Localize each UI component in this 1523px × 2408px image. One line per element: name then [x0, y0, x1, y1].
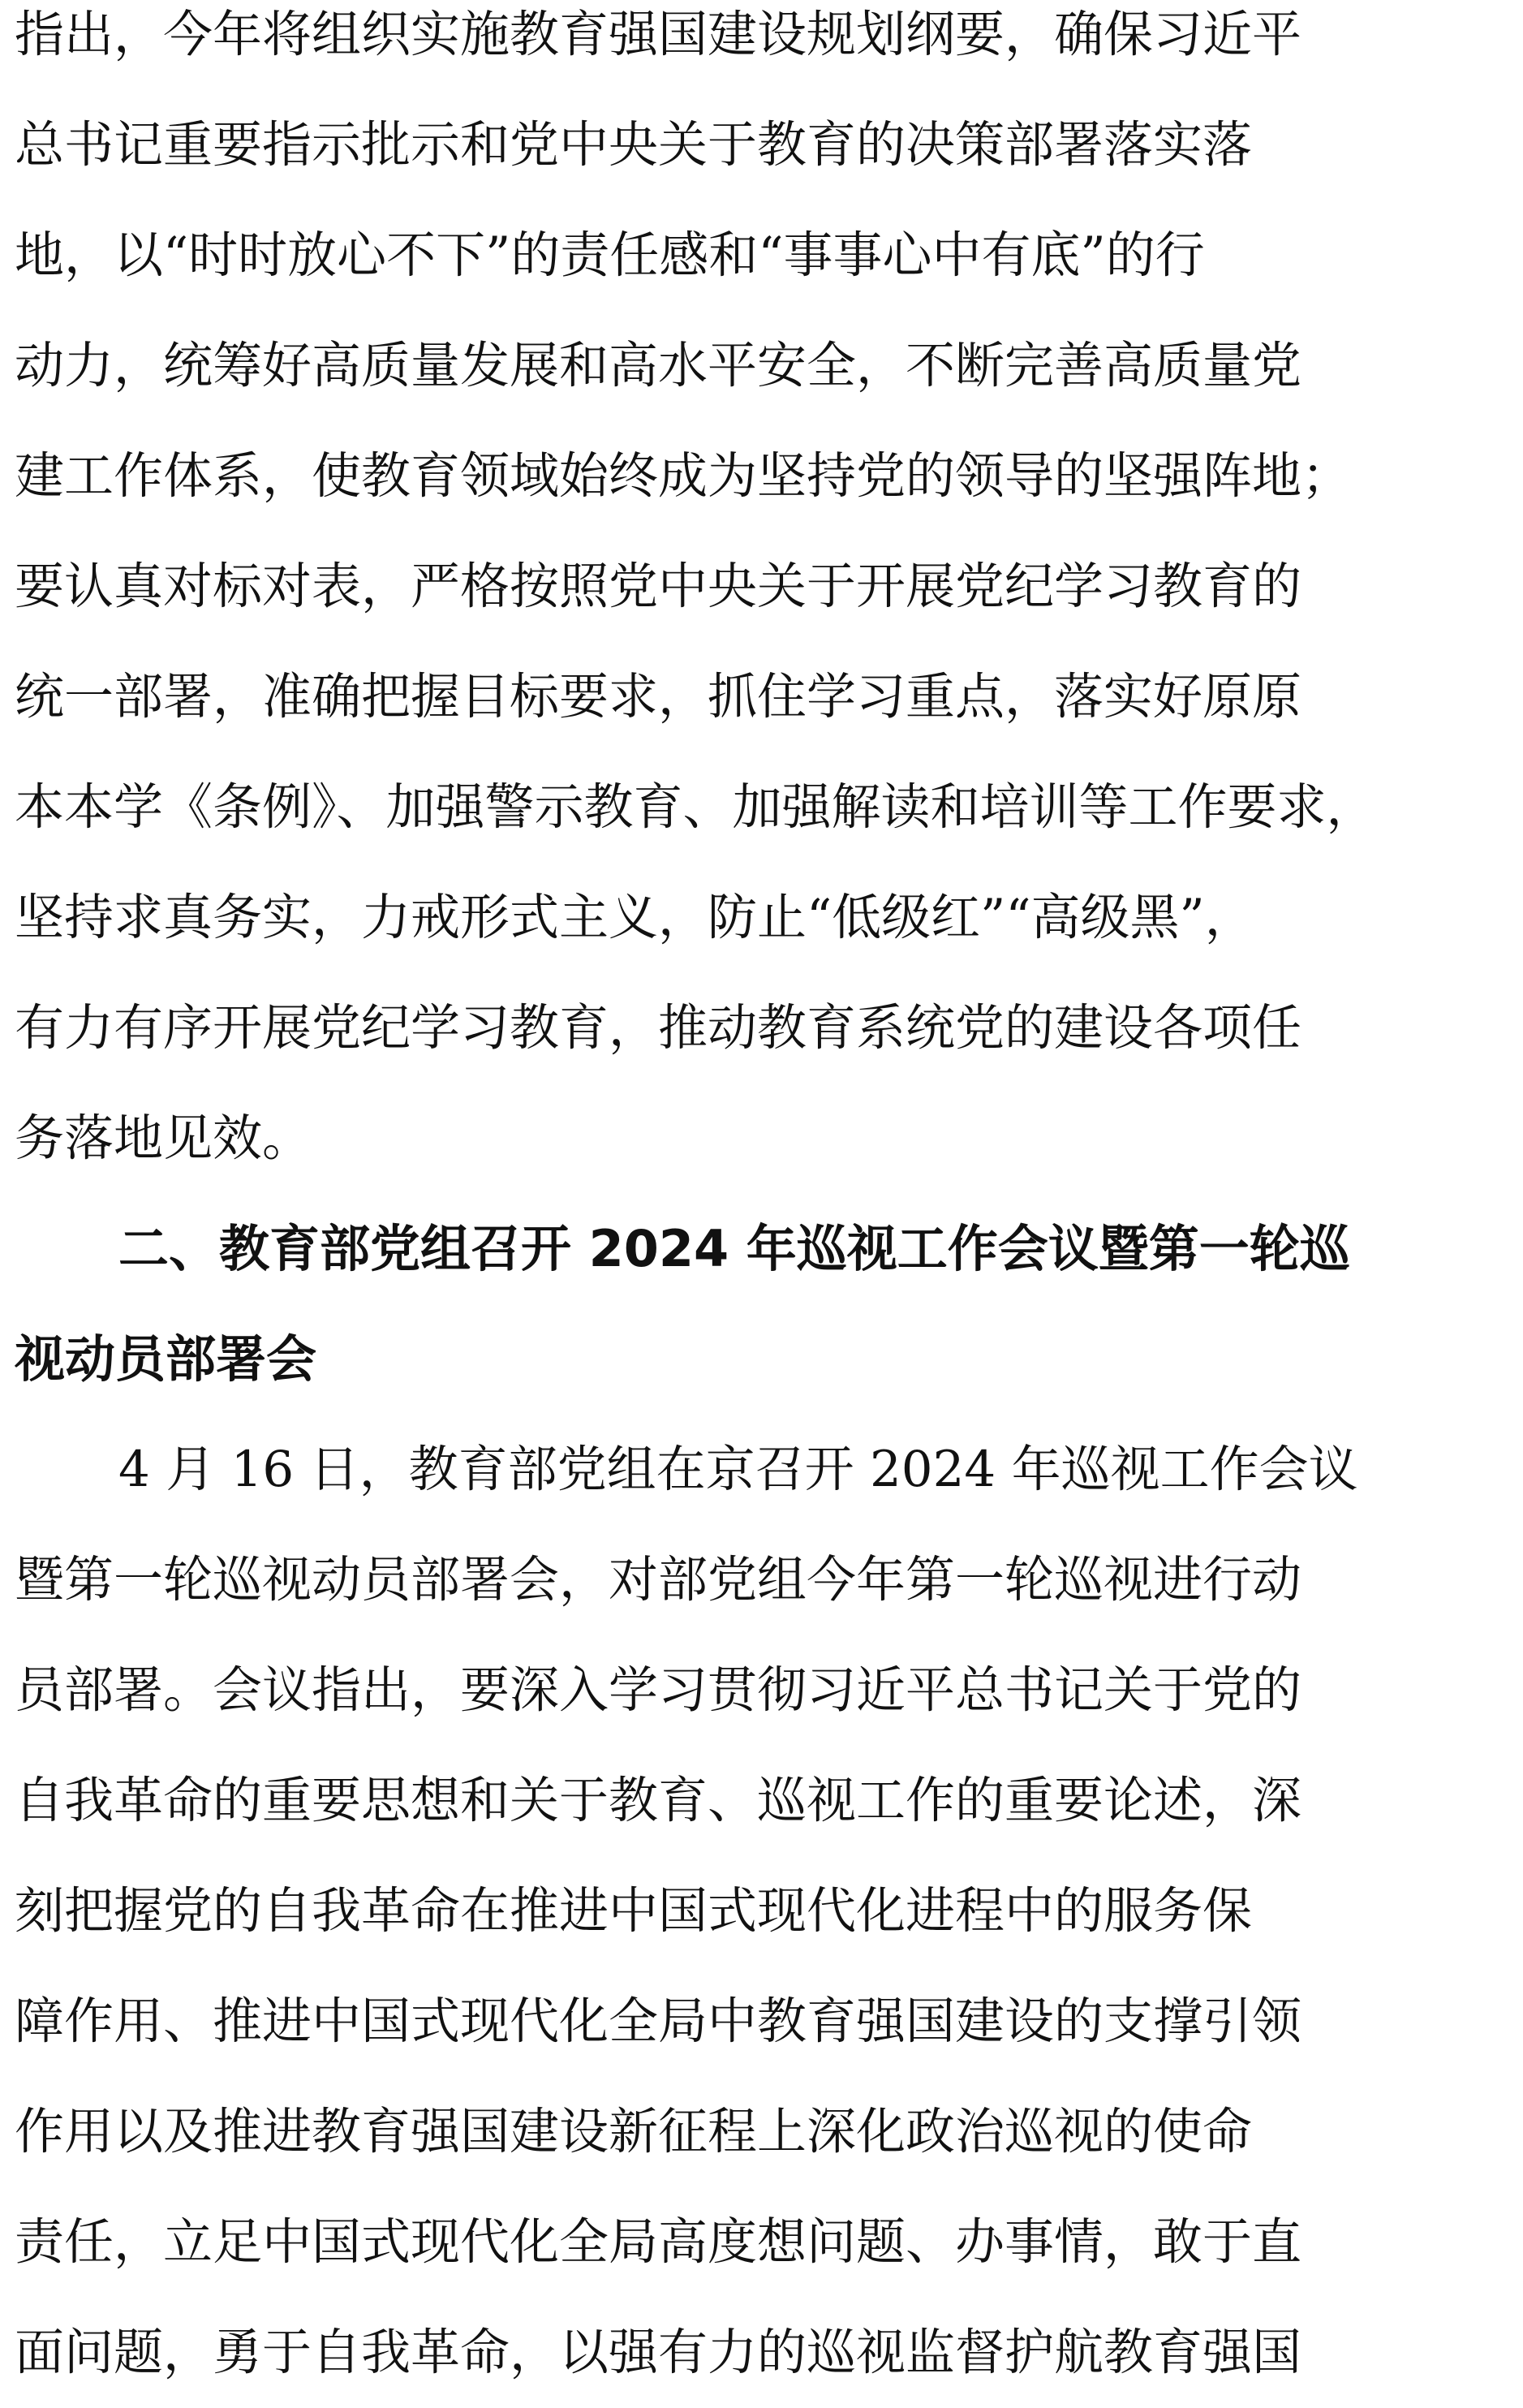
- text-line: 自我革命的重要思想和关于教育、巡视工作的重要论述，深: [15, 1772, 1302, 1829]
- text-line: 坚持求真务实，力戒形式主义，防止“低级红”“高级黑”，: [15, 889, 1254, 946]
- text-line: 有力有序开展党纪学习教育，推动教育系统党的建设各项任: [15, 999, 1302, 1057]
- text-line: 要认真对标对表，严格按照党中央关于开展党纪学习教育的: [15, 558, 1302, 615]
- text-line: 4 月 16 日，教育部党组在京召开 2024 年巡视工作会议: [118, 1441, 1358, 1498]
- text-line: 作用以及推进教育强国建设新征程上深化政治巡视的使命: [15, 2103, 1253, 2160]
- text-line: 员部署。会议指出，要深入学习贯彻习近平总书记关于党的: [15, 1661, 1302, 1719]
- meeting-paragraph: [15, 1415, 1475, 2408]
- text-line: 建工作体系，使教育领域始终成为坚持党的领导的坚强阵地；: [15, 447, 1352, 505]
- text-line: 务落地见效。: [15, 1109, 312, 1167]
- text-line: 面问题，勇于自我革命，以强有力的巡视监督护航教育强国: [15, 2324, 1302, 2381]
- document-page: [15, 0, 1475, 2408]
- text-line: 责任，立足中国式现代化全局高度想问题、办事情，敢于直: [15, 2213, 1302, 2271]
- text-line: 暨第一轮巡视动员部署会，对部党组今年第一轮巡视进行动: [15, 1551, 1302, 1609]
- text-line: 统一部署，准确把握目标要求，抓住学习重点，落实好原原: [15, 668, 1302, 726]
- text-line: 本本学《条例》、加强警示教育、加强解读和培训等工作要求，: [15, 778, 1376, 836]
- text-line: 指出，今年将组织实施教育强国建设规划纲要，确保习近平: [15, 6, 1302, 63]
- text-line: 障作用、推进中国式现代化全局中教育强国建设的支撑引领: [15, 1992, 1302, 2050]
- text-line: 总书记重要指示批示和党中央关于教育的决策部署落实落: [15, 116, 1253, 174]
- section-heading: [15, 1194, 1475, 1415]
- heading-line: 二、教育部党组召开 2024 年巡视工作会议暨第一轮巡: [118, 1219, 1350, 1278]
- text-line: 动力，统筹好高质量发展和高水平安全，不断完善高质量党: [15, 337, 1302, 394]
- heading-line: 视动员部署会: [15, 1329, 317, 1389]
- text-line: 刻把握党的自我革命在推进中国式现代化进程中的服务保: [15, 1882, 1253, 1940]
- continued-paragraph: [15, 0, 1475, 1194]
- text-line: 地，以“时时放心不下”的责任感和“事事心中有底”的行: [15, 226, 1205, 284]
